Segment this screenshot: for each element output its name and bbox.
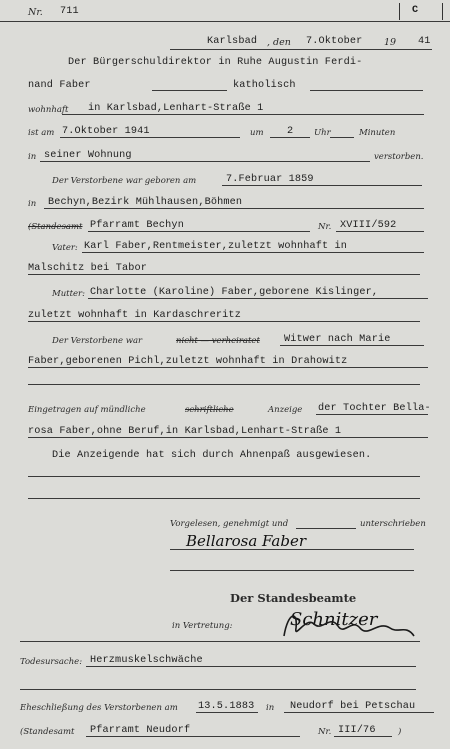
- eingetragen-label: Eingetragen auf mündliche: [28, 405, 146, 415]
- wohnhaft-label: wohnhaft: [28, 105, 69, 115]
- rule: [270, 137, 310, 138]
- eheschliessung-label: Eheschließung des Verstorbenen am: [20, 703, 178, 713]
- vater-label: Vater:: [52, 243, 78, 253]
- marriage-registry: Pfarramt Neudorf: [90, 725, 191, 736]
- rule: [28, 274, 420, 275]
- birth-registry-number: XVIII/592: [340, 220, 397, 231]
- rule: [316, 414, 428, 415]
- register-letter-box: [399, 3, 443, 20]
- religion: katholisch: [233, 80, 296, 91]
- death-hour: 2: [287, 126, 294, 137]
- ist-am-label: ist am: [28, 128, 55, 138]
- identification-note: Die Anzeigende hat sich durch Ahnenpaß ausgewiesen.: [52, 450, 372, 461]
- rule: [88, 231, 310, 232]
- rule: [44, 208, 424, 209]
- official-signature: Schnitzer: [290, 609, 378, 630]
- rule: [28, 321, 420, 322]
- mutter-label: Mutter:: [52, 289, 85, 299]
- rule: [28, 437, 428, 438]
- official-signature-scribble: [278, 606, 418, 646]
- den-label: , den: [267, 37, 291, 48]
- standesamt-label: (Standesamt: [28, 222, 83, 232]
- anzeige-label: Anzeige: [268, 405, 303, 415]
- uhr-label: Uhr: [314, 128, 331, 138]
- rule: [152, 90, 227, 91]
- marriage-date: 13.5.1883: [198, 701, 255, 712]
- verstorben-label: verstorben.: [374, 152, 424, 162]
- rule: [170, 570, 414, 571]
- rule: [82, 252, 424, 253]
- rule: [28, 384, 420, 385]
- todesursache-label: Todesursache:: [20, 657, 83, 667]
- rule: [60, 137, 240, 138]
- rule: [86, 666, 416, 667]
- father: Karl Faber,Rentmeister,zuletzt wohnhaft in: [84, 241, 348, 252]
- rule: [86, 736, 300, 737]
- std-close: ): [398, 727, 402, 737]
- unterschrieben-label: unterschrieben: [360, 519, 426, 529]
- registration-place: Karlsbad: [207, 36, 258, 47]
- verheiratet-struck: nicht — verheiratet: [176, 336, 260, 346]
- nr-label: Nr.: [318, 222, 332, 232]
- rule: [334, 736, 392, 737]
- deceased-line-1: Der Bürgerschuldirektor in Ruhe Augustin Ferdi-: [68, 57, 363, 68]
- spouse: Faber,geborenen Pichl,zuletzt wohnhaft in Drahowitz: [28, 356, 348, 367]
- rule: [330, 137, 354, 138]
- ehe-in-label: in: [266, 703, 275, 713]
- std-label: (Standesamt: [20, 727, 75, 737]
- rule: [20, 689, 416, 690]
- deceased-name: nand Faber: [28, 80, 91, 91]
- year-suffix: 41: [418, 36, 431, 47]
- father-cont: Malschitz bei Tabor: [28, 263, 148, 274]
- rule: [284, 712, 434, 713]
- rule: [336, 231, 424, 232]
- birth-date: 7.Februar 1859: [226, 174, 314, 185]
- mother: Charlotte (Karoline) Faber,geborene Kislinger,: [90, 287, 379, 298]
- rule: [170, 49, 432, 50]
- marital-status: Witwer nach Marie: [284, 334, 391, 345]
- birth-place: Bechyn,Bezirk Mühlhausen,Böhmen: [48, 197, 243, 208]
- in-birth-label: in: [28, 199, 37, 209]
- registration-date: 7.Oktober: [306, 36, 363, 47]
- marriage-registry-number: III/76: [338, 725, 376, 736]
- birth-registry: Pfarramt Bechyn: [90, 220, 184, 231]
- header-rule: [0, 21, 450, 22]
- in-label: in: [28, 152, 37, 162]
- vorgelesen-label: Vorgelesen, genehmigt und: [170, 519, 289, 529]
- death-date: 7.Oktober 1941: [62, 126, 150, 137]
- place-of-death: seiner Wohnung: [44, 150, 132, 161]
- geboren-label: Der Verstorbene war geboren am: [52, 176, 197, 186]
- rule: [40, 161, 370, 162]
- rule: [170, 549, 414, 550]
- std-nr-label: Nr.: [318, 727, 332, 737]
- um-label: um: [250, 128, 264, 138]
- rule: [88, 298, 428, 299]
- rule: [310, 90, 423, 91]
- minuten-label: Minuten: [359, 128, 396, 138]
- rule: [280, 345, 424, 346]
- rule: [296, 528, 356, 529]
- rule: [28, 498, 420, 499]
- rule: [28, 367, 428, 368]
- register-letter: C: [412, 5, 419, 16]
- entry-number: 711: [60, 6, 79, 17]
- schriftliche-struck: schriftliche: [185, 405, 234, 415]
- informant-signature: Bellarosa Faber: [186, 532, 307, 550]
- rule: [20, 641, 420, 642]
- mother-cont: zuletzt wohnhaft in Kardaschreritz: [28, 310, 241, 321]
- cause-of-death: Herzmuskelschwäche: [90, 655, 203, 666]
- entry-number-label: Nr.: [28, 7, 43, 18]
- residence: in Karlsbad,Lenhart-Straße 1: [88, 103, 264, 114]
- marriage-place: Neudorf bei Petschau: [290, 701, 416, 712]
- rule: [196, 712, 258, 713]
- rule: [28, 476, 420, 477]
- verheiratet-label: Der Verstorbene war: [52, 336, 143, 346]
- rule: [62, 114, 424, 115]
- rule: [222, 185, 422, 186]
- year-prefix: 19: [384, 37, 397, 48]
- vertretung-label: in Vertretung:: [172, 621, 233, 631]
- informant: der Tochter Bella-: [318, 403, 431, 414]
- informant-cont: rosa Faber,ohne Beruf,in Karlsbad,Lenhart-Straße 1: [28, 426, 342, 437]
- standesbeamte-title: Der Standesbeamte: [230, 591, 357, 605]
